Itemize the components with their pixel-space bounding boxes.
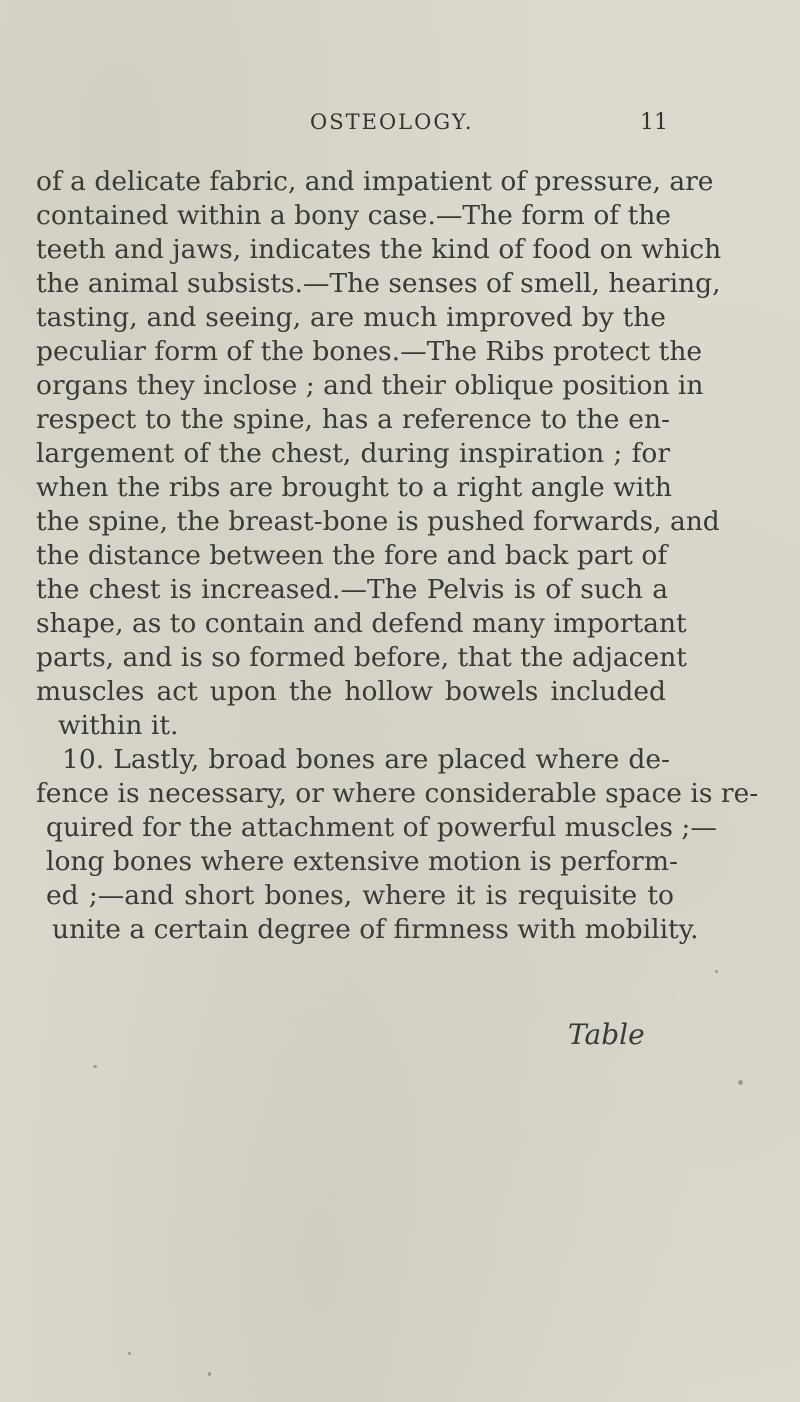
text-line: respect to the spine, has a reference to the en- <box>36 404 670 435</box>
text-line: fence is necessary, or where considerable space is re- <box>36 778 759 809</box>
text-line: parts, and is so formed before, that the adjacent <box>36 642 687 673</box>
text-line: when the ribs are brought to a right angle with <box>36 472 672 503</box>
text-line: peculiar form of the bones.—The Ribs protect the <box>36 336 703 367</box>
text-line: long bones where extensive motion is perform- <box>46 846 678 877</box>
catchword: Table <box>568 1018 645 1051</box>
page-number: 11 <box>640 110 668 135</box>
paper-speck <box>738 1080 743 1085</box>
text-line: unite a certain degree of firmness with mobility. <box>52 914 699 945</box>
text-line: contained within a bony case.—The form of the <box>36 200 671 231</box>
text-line: the chest is increased.—The Pelvis is of such a <box>36 574 668 605</box>
text-line: ed ;—and short bones, where it is requisite to <box>46 880 674 911</box>
page-header <box>0 110 800 150</box>
text-line: of a delicate fabric, and impatient of pressure, are <box>36 166 714 197</box>
text-line: 10. Lastly, broad bones are placed where de- <box>62 744 670 775</box>
text-line: the distance between the fore and back part of <box>36 540 668 571</box>
text-line: teeth and jaws, indicates the kind of food on which <box>36 234 722 265</box>
text-line: organs they inclose ; and their oblique position in <box>36 370 704 401</box>
text-line: tasting, and seeing, are much improved by the <box>36 302 666 333</box>
text-line: muscles act upon the hollow bowels included <box>36 676 666 707</box>
paper-speck <box>128 1352 131 1355</box>
paper-speck <box>715 970 718 973</box>
running-head: OSTEOLOGY. <box>310 110 474 134</box>
paper-speck <box>93 1065 97 1068</box>
paper-speck <box>208 1372 211 1376</box>
text-line: within it. <box>58 710 179 741</box>
text-line: shape, as to contain and defend many important <box>36 608 687 639</box>
text-line: the animal subsists.—The senses of smell, hearing, <box>36 268 721 299</box>
text-line: quired for the attachment of powerful muscles ;— <box>46 812 717 843</box>
text-line: the spine, the breast-bone is pushed forwards, and <box>36 506 720 537</box>
text-line: largement of the chest, during inspiration ; for <box>36 438 670 469</box>
